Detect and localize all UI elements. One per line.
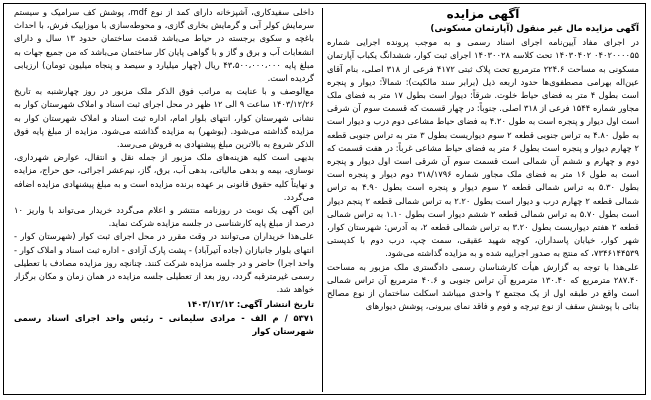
publish-date: تاریخ انتشار آگهی: ۱۴۰۳/۱۲/۱۲ xyxy=(186,299,314,310)
notice-right-column xyxy=(327,6,639,394)
column-divider xyxy=(322,8,323,392)
notice-right-text: در اجرای مفاد آیین‌نامه اجرای اسناد رسمی و به موجب پرونده اجرایی شماره ۰۴۰۲۰۰۰۰۵۵ ۱۴۰۳۰۴۰۲ تحت کلاسه ۱۴۰۳۰۰۲۸ اجرای ثبت کوار، ششدانگ یکباب آپارتمان مسکونی به مساحت ۲۲۴.۶ مترمربع تحت پلاک ثبتی ۴۱۷۲ فرعی از ۳۱۸ اصلی، بنام آقای عین‌اله بهرامی مصطفوی‌ها حدود اربعه ذیل (برابر سند مالکیت): شمالاً: دیوار و پنجره است بطول ۴ متر به فضای حیاط خلوت. شرقاً: دیوار است بطول ۱۷ متر به فضای ملک مجاور شماره ۱۵۴۴ فرعی از ۳۱۸ اصلی. جنوباً: در چهار قسمت که قسمت سوم آن شرقی است اول دیوار و پنجره است به طول ۴.۲۰ به فضای حیاط مشاعی دوم درب و دیوار است به طول ۴.۸۰ به تراس جنوبی قطعه ۲ سوم دیواریست بطول ۳ متر به تراس جنوبی قطعه ۲ چهارم دیوار و پنجره است بطول ۶ متر به فضای حیاط مشاعی غرباً: در هفت قسمت که دوم و چهارم و ششم آن شمالی است قسمت سوم آن شرقی است اول دیوار و پنجره است به طول ۱۶ متر به فضای ملک مجاور شماره ۳۱۸/۱۷۹۶ دوم دیوار و پنجره است بطول ۵.۳۰ به تراس شمالی قطعه ۲ سوم دیوار و پنجره است بطول ۴.۹۰ به تراس شمالی قطعه ۲ چهارم درب و دیوار است بطول ۲.۲۰ به تراس شمالی قطعه ۲ پنجم دیوار است بطول ۵.۷۰ به تراس شمالی قطعه ۲ ششم دیوار است بطول ۱.۱۰ به تراس شمالی قطعه ۲ هفتم دیواریست بطول ۳.۲۰ به تراس شمالی قطعه ۲، به آدرس: شهرستان کوار، شهر کوار، خیابان پاسداران، کوچه شهید عقیقی، سمت چپ، درب دوم با کدپستی ۷۳۴۶۱۴۴۵۳۹، که منتج به صدور اجراییه شده و به مزایده گذاشته می‌شود. علی‌هذا با توجه به گزارش هیأت کارشناسان رسمی دادگستری ملک مزبور به مساحت ۲۸۷.۴۰ مترمربع که ۱۳۰.۴۰ مترمربع آن تراس جنوبی و ۴۰.۶ مترمربع آن تراس شمالی است واقع در طبقه اول از یک مجتمع ۲ واحدی میباشد اسکلت ساختمان از نوع مصالح بنائی با پوشش سقف از نوع تیرچه و فوم و فاقد نمای بیرونی، پوشش دیوارهای xyxy=(327,37,639,312)
notice-title: آگهی مزایده xyxy=(446,7,520,21)
notice-left-column xyxy=(14,6,314,394)
notice-subtitle: آگهی مزایده مال غیر منقول (آپارتمان مسکونی) xyxy=(430,24,639,34)
signature-line: ۵۳۷۱ / م الف - مرادی سلیمانی - رئیس واحد اجرای اسناد رسمی شهرستان کوار xyxy=(14,312,314,336)
notice-left-text: داخلی سفیدکاری، آشپزخانه دارای کمد از نوع mdf، پوشش کف سرامیک و سیستم سرمایش کولر آبی و گرمایش بخاری گازی، و محوطه‌سازی با موزاییک فرش، با احداث باغچه و سکوی برجسته در حیاط می‌باشد قدمت ساختمان حدود ۱۳ سال و دارای انشعابات آب و برق و گاز و با گواهی پایان کار ساختمان می‌باشد که من جمیع جهات به مبلغ پایه ۴۳،۵۰۰،۰۰۰،۰۰۰ ریال (چهار میلیارد و سیصد و پنجاه میلیون تومان) ارزیابی گردیده است. مع‌الوصف و با عنایت به مراتب فوق الذکر ملک مزبور در روز چهارشنبه به تاریخ ۱۴۰۳/۱۲/۲۶ ساعت ۹ الی ۱۲ ظهر در محل اجرای ثبت اسناد و املاک شهرستان کوار به نشانی شهرستان کوار، انتهای بلوار امام، اداره ثبت اسناد و املاک شهرستان کوار به مزایده گذاشته می‌شود. (بوشهر) به مزایده گذاشته می‌شود. مزایده از مبلغ پایه فوق الذکر شروع به بالاترین مبلغ پیشنهادی به فروش می‌رسد. بدیهی است کلیه هزینه‌های ملک مزبور از جمله نقل و انتقال، عوارض شهرداری، نوسازی، بیمه و بدهی مالیاتی، بدهی آب، برق، گاز، نیم‌عشر اجرائی، حق حراج، مزایده و نهایتاً کلیه حقوق قانونی بر عهده برنده مزایده است و به مبلغ پیشنهادی مزایده اضافه می‌گردد. این آگهی یک نوبت در روزنامه منتشر و اعلام می‌گردد خریدار می‌تواند با واریز ۱۰ درصد از مبلغ پایه کارشناسی در جلسه مزایده شرکت نماید. علی‌هذا خریداران می‌توانند در وقت مقرر در محل اجرای ثبت کوار (شهرستان کوار - انتهای بلوار جانبازان (جاده آتیرآباد) - پشت پارک آزادی - اداره ثبت اسناد و املاک کوار - واحد اجرا) حاضر و در جلسه مزایده شرکت کنند. چنانچه روز مزایده مصادف با تعطیلی رسمی غیرمترقبه گردد، روز بعد از تعطیلی جلسه مزایده در همان زمان و مکان برگزار خواهد شد. xyxy=(14,7,314,295)
